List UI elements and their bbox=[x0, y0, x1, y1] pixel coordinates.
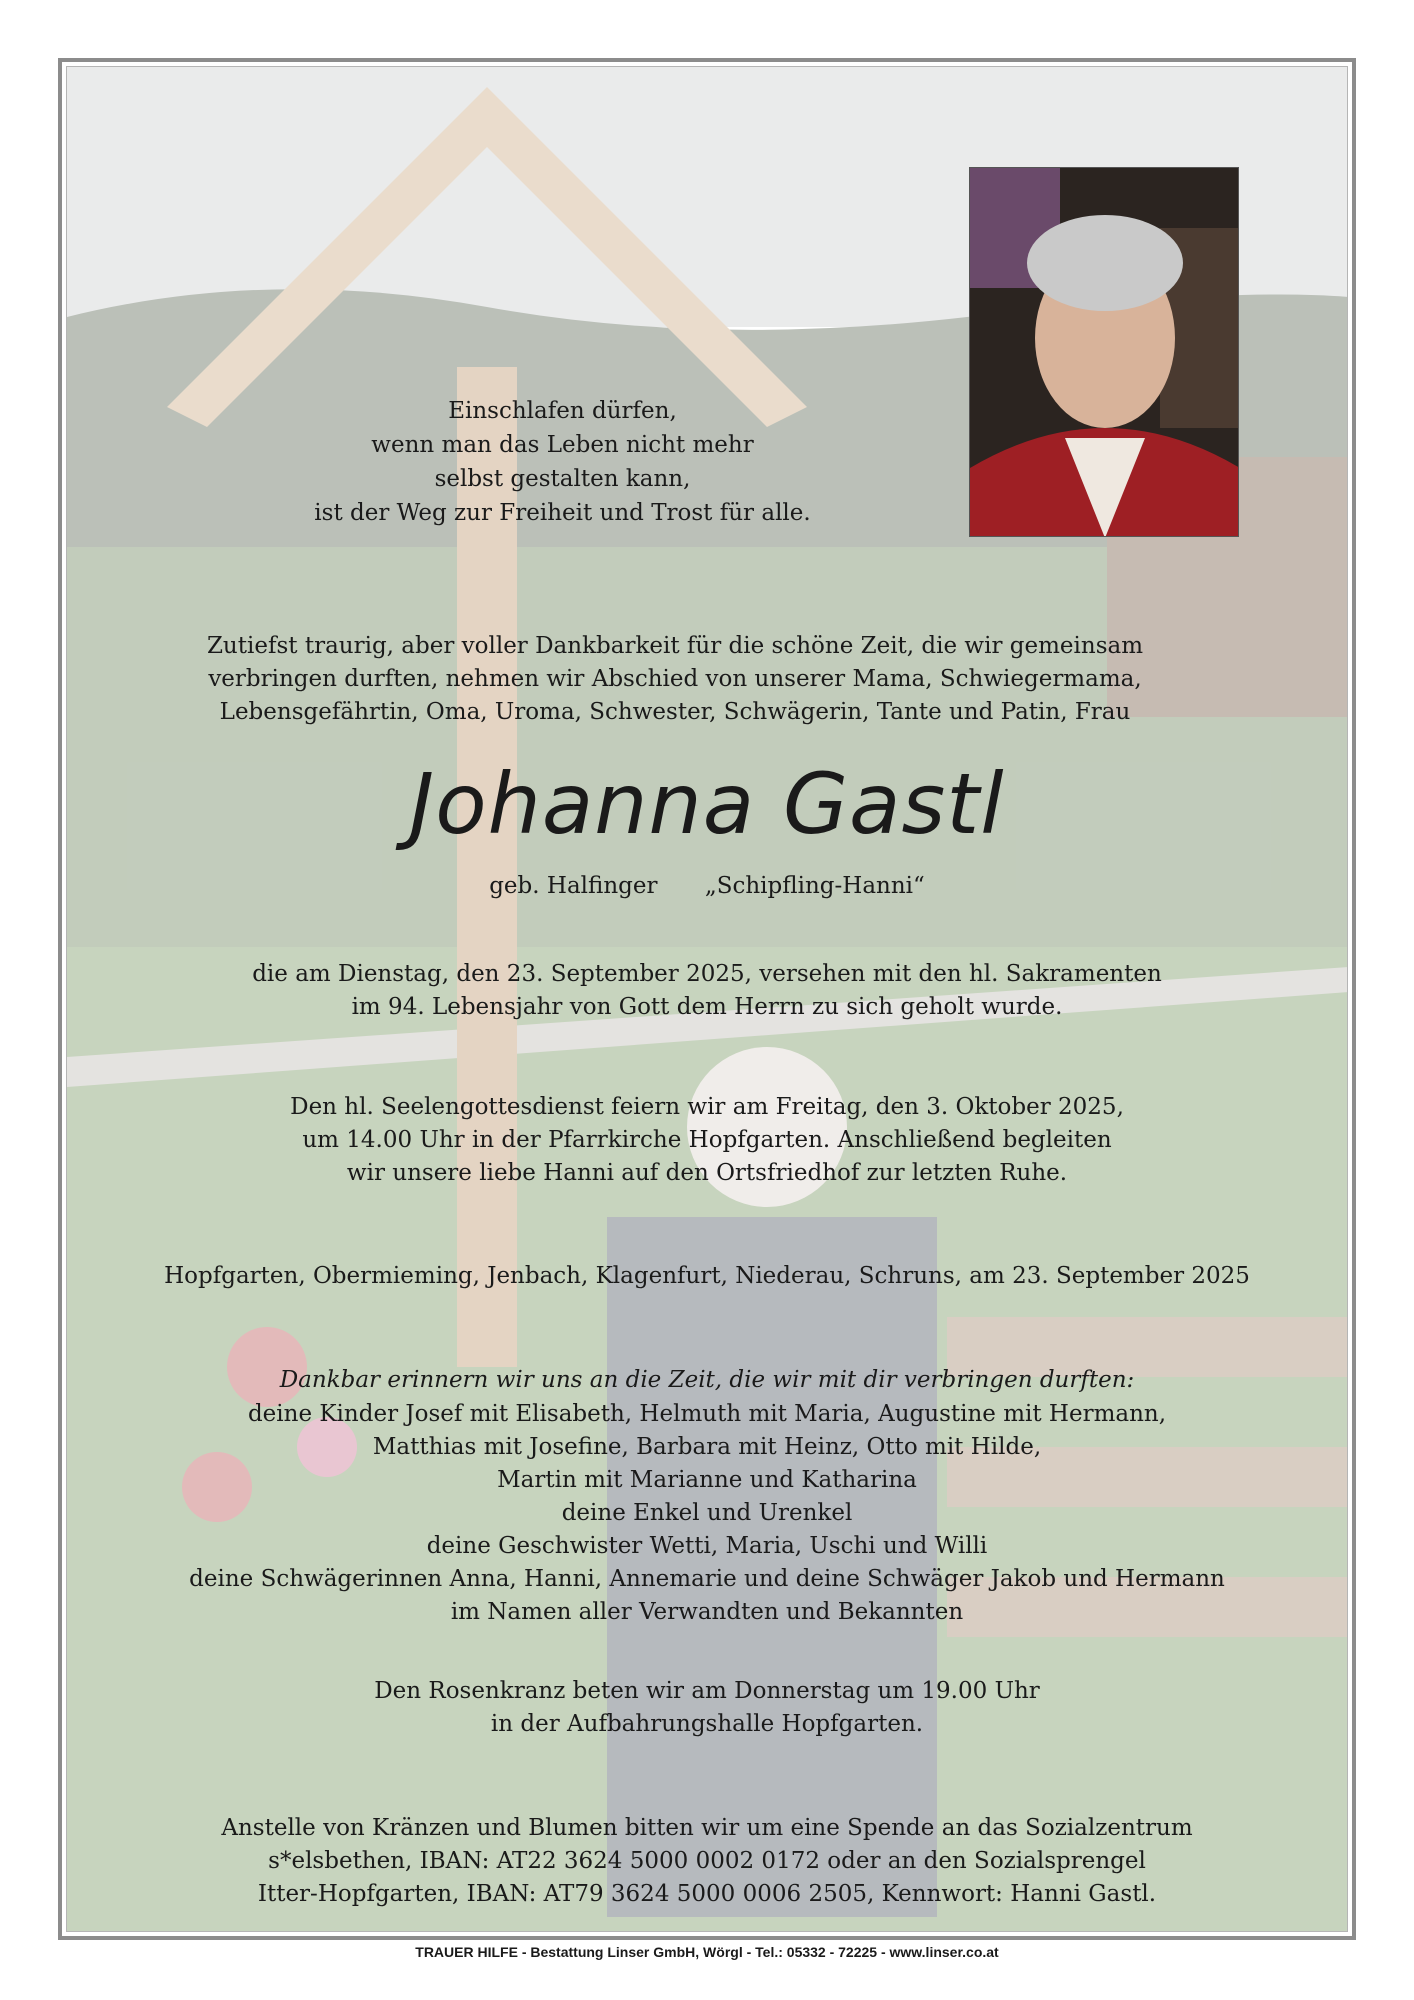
relatives-line: im Namen aller Verwandten und Bekannten bbox=[450, 1599, 964, 1625]
relatives-line: Martin mit Marianne und Katharina bbox=[497, 1467, 917, 1493]
death-notice bbox=[0, 958, 1414, 1024]
rosary-line: in der Aufbahrungshalle Hopfgarten. bbox=[490, 1711, 924, 1737]
death-line: im 94. Lebensjahr von Gott dem Herrn zu sich geholt wurde. bbox=[351, 994, 1063, 1020]
intro-line: verbringen durften, nehmen wir Abschied von unserer Mama, Schwiegermama, bbox=[208, 666, 1142, 692]
donation-line: s*elsbethen, IBAN: AT22 3624 5000 0002 0172 oder an den Sozialsprengel bbox=[268, 1848, 1146, 1874]
donation-line: Itter-Hopfgarten, IBAN: AT79 3624 5000 0006 2505, Kennwort: Hanni Gastl. bbox=[257, 1881, 1157, 1907]
quote-line: wenn man das Leben nicht mehr bbox=[371, 432, 754, 458]
donation-info bbox=[0, 1812, 1414, 1911]
funeral-line: wir unsere liebe Hanni auf den Ortsfriedhof zur letzten Ruhe. bbox=[346, 1160, 1068, 1186]
relatives-line: deine Enkel und Urenkel bbox=[561, 1500, 853, 1526]
rosary-info bbox=[0, 1675, 1414, 1741]
intro-line: Lebensgefährtin, Oma, Uroma, Schwester, Schwägerin, Tante und Patin, Frau bbox=[219, 699, 1131, 725]
intro-line: Zutiefst traurig, aber voller Dankbarkeit für die schöne Zeit, die wir gemeinsam bbox=[206, 633, 1144, 659]
memorial-quote bbox=[270, 394, 855, 530]
relatives-list bbox=[0, 1398, 1414, 1629]
relatives-line: deine Schwägerinnen Anna, Hanni, Annemarie und deine Schwäger Jakob und Hermann bbox=[189, 1566, 1225, 1592]
deceased-name: Johanna Gastl bbox=[409, 755, 1005, 853]
birth-info bbox=[0, 873, 1414, 899]
quote-line: ist der Weg zur Freiheit und Trost für alle. bbox=[314, 500, 811, 526]
relatives-line: Matthias mit Josefine, Barbara mit Heinz, Otto mit Hilde, bbox=[372, 1434, 1042, 1460]
funeral-home-footer: TRAUER HILFE - Bestattung Linser GmbH, Wörgl - Tel.: 05332 - 72225 - www.linser.co.at bbox=[415, 1944, 999, 1960]
relatives-line: deine Kinder Josef mit Elisabeth, Helmuth mit Maria, Augustine mit Hermann, bbox=[247, 1401, 1167, 1427]
funeral-info bbox=[0, 1091, 1414, 1190]
funeral-line: um 14.00 Uhr in der Pfarrkirche Hopfgarten. Anschließend begleiten bbox=[302, 1127, 1112, 1153]
birth-name: geb. Halfinger bbox=[489, 873, 658, 899]
quote-line: Einschlafen dürfen, bbox=[448, 398, 677, 424]
relatives-line: deine Geschwister Wetti, Maria, Uschi und Willi bbox=[426, 1533, 988, 1559]
rosary-line: Den Rosenkranz beten wir am Donnerstag um 19.00 Uhr bbox=[374, 1678, 1040, 1704]
donation-line: Anstelle von Kränzen und Blumen bitten wir um eine Spende an das Sozialzentrum bbox=[221, 1815, 1193, 1841]
places-date: Hopfgarten, Obermieming, Jenbach, Klagenfurt, Niederau, Schruns, am 23. September 2025 bbox=[164, 1263, 1250, 1289]
portrait-photo bbox=[969, 167, 1239, 537]
death-line: die am Dienstag, den 23. September 2025, versehen mit den hl. Sakramenten bbox=[252, 961, 1162, 987]
thanks-heading: Dankbar erinnern wir uns an die Zeit, die wir mit dir verbringen durften: bbox=[279, 1367, 1135, 1393]
nickname: „Schipfling-Hanni“ bbox=[704, 873, 925, 899]
intro-text bbox=[200, 630, 1150, 729]
funeral-line: Den hl. Seelengottesdienst feiern wir am Freitag, den 3. Oktober 2025, bbox=[290, 1094, 1124, 1120]
quote-line: selbst gestalten kann, bbox=[434, 466, 691, 492]
